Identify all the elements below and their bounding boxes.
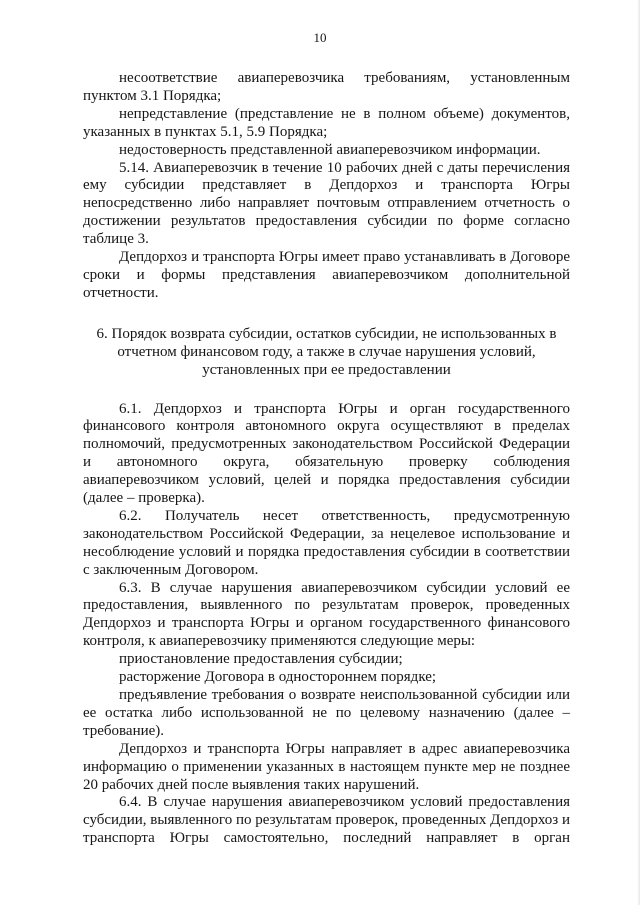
document-body [83, 70, 570, 848]
section-heading [83, 326, 570, 380]
page-number: 10 [313, 30, 327, 45]
paragraph: 6.3. В случае нарушения авиаперевозчиком субсидии условий ее предоставления, выявленного по результатам проверок, проведенных Депдорхоз и транспорта Югры и органом государственного финансового контроля, к авиаперевозчику применяются следующие меры: [83, 579, 570, 650]
paragraph: несоответствие авиаперевозчика требованиям, установленным пунктом 3.1 Порядка; [83, 70, 570, 104]
paragraphs-top [83, 70, 570, 303]
paragraph: предъявление требования о возврате неиспользованной субсидии или ее остатка либо использованной не по целевому назначению (далее – требование). [83, 687, 570, 739]
paragraph: 6.1. Депдорхоз и транспорта Югры и орган государственного финансового контроля автономного округа осуществляют в пределах полномочий, предусмотренных законодательством Российской Федерации и автономного округа, обязательную проверку соблюдения авиаперевозчиком условий, целей и порядка предоставления субсидии (далее – проверка). [83, 400, 570, 507]
paragraph: 5.14. Авиаперевозчик в течение 10 рабочих дней с даты перечисления ему субсидии представляет в Депдорхоз и транспорта Югры непосредственно либо направляет почтовым отправлением отчетность о достижении результатов предоставления субсидии по форме согласно таблице 3. [83, 159, 570, 248]
paragraph: непредставление (представление не в полном объеме) документов, указанных в пунктах 5.1, 5.9 Порядка; [83, 105, 570, 140]
paragraph: приостановление предоставления субсидии; [119, 651, 403, 668]
paragraph: расторжение Договора в одностороннем порядке; [119, 669, 437, 686]
paragraph: Депдорхоз и транспорта Югры направляет в адрес авиаперевозчика информацию о применении указанных в настоящем пункте мер не позднее 20 рабочих дней после выявления таких нарушений. [83, 740, 570, 793]
paragraph: 6.2. Получатель несет ответственность, предусмотренную законодательством Российской Федерации, за нецелевое использование и несоблюдение условий и порядка предоставления субсидии в соответствии с заключенным Договором. [83, 507, 570, 578]
section-heading-line: 6. Порядок возврата субсидии, остатков субсидии, не использованных в [96, 325, 557, 342]
paragraphs-bottom [83, 401, 570, 849]
paragraph: недостоверность представленной авиаперевозчиком информации. [119, 141, 541, 158]
section-heading-line: отчетном финансовом году, а также в случае нарушения условий, [117, 343, 536, 360]
paragraph: Депдорхоз и транспорта Югры имеет право устанавливать в Договоре сроки и формы представления авиаперевозчиком дополнительной отчетности. [83, 249, 570, 301]
paragraph: 6.4. В случае нарушения авиаперевозчиком условий предоставления субсидии, выявленного по результатам проверок, проведенных Депдорхоз и транспорта Югры самостоятельно, последний направляет в орган [83, 794, 570, 847]
section-heading-line: установленных при ее предоставлении [202, 361, 451, 378]
